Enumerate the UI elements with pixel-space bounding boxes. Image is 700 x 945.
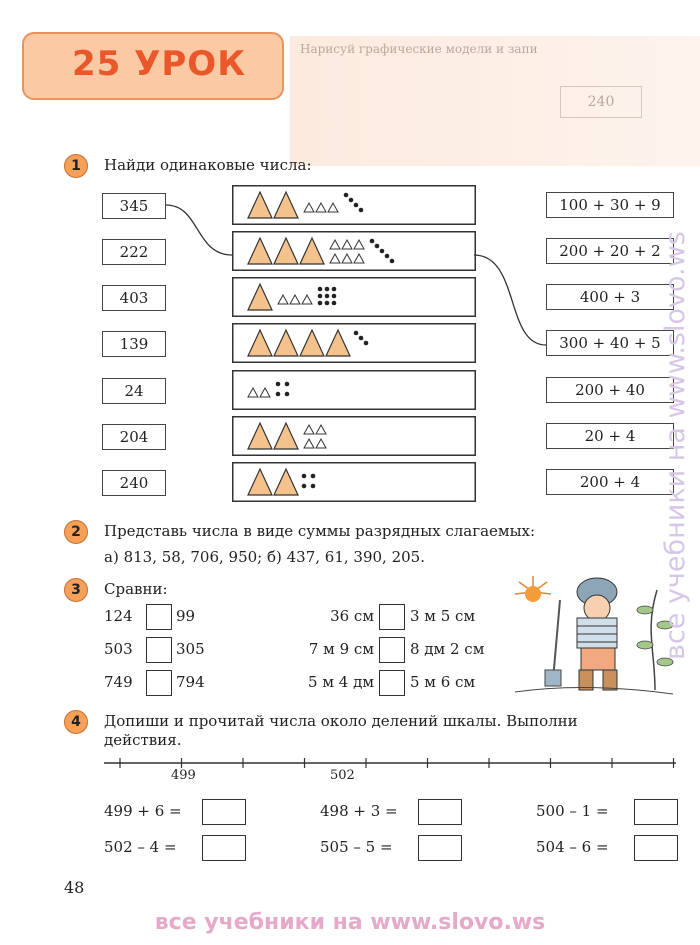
- compare-box[interactable]: [379, 604, 405, 630]
- expression-box: 300 + 40 + 5: [546, 330, 674, 356]
- task-2-instruction: Представь числа в виде суммы разрядных слагаемых:: [104, 522, 536, 540]
- compare-right-value: 99: [176, 607, 196, 625]
- exercise-expression: 505 – 5 =: [320, 838, 393, 856]
- exercise-expression: 500 – 1 =: [536, 802, 609, 820]
- exercise-expression: 499 + 6 =: [104, 802, 182, 820]
- exercise-expression: 504 – 6 =: [536, 838, 609, 856]
- compare-box[interactable]: [146, 604, 172, 630]
- compare-left-value: 503: [104, 640, 133, 658]
- task-3-instruction: Сравни:: [104, 580, 168, 598]
- page-number: 48: [64, 878, 85, 897]
- compare-box[interactable]: [379, 670, 405, 696]
- answer-box[interactable]: [634, 835, 678, 861]
- compare-right-value: 794: [176, 673, 205, 691]
- number-box: 345: [102, 193, 166, 219]
- answer-box[interactable]: [418, 835, 462, 861]
- number-box: 204: [102, 424, 166, 450]
- watermark-bottom: все учебники на www.slovo.ws: [154, 910, 546, 935]
- number-box: 403: [102, 285, 166, 311]
- scale-label-499: 499: [171, 768, 196, 783]
- compare-box[interactable]: [379, 637, 405, 663]
- expression-box: 100 + 30 + 9: [546, 192, 674, 218]
- number-box: 24: [102, 378, 166, 404]
- watermark-side: все учебники на www.slovo.ws: [660, 231, 691, 660]
- faded-top-text: Нарисуй графические модели и запи: [300, 42, 538, 56]
- task-2-numbers: а) 813, 58, 706, 950; б) 437, 61, 390, 205.: [104, 548, 425, 566]
- compare-left-value: 36 см: [330, 607, 374, 625]
- expression-box: 200 + 4: [546, 469, 674, 495]
- compare-left-value: 124: [104, 607, 133, 625]
- gardener-boy-illustration: [505, 570, 675, 700]
- exercise-expression: 498 + 3 =: [320, 802, 398, 820]
- compare-box[interactable]: [146, 670, 172, 696]
- match-line-345-expr: [474, 255, 546, 345]
- expression-box: 200 + 40: [546, 377, 674, 403]
- exercise-expression: 502 – 4 =: [104, 838, 177, 856]
- match-line-345: [166, 205, 232, 255]
- task-3-number: 3: [64, 578, 88, 602]
- compare-right-value: 3 м 5 см: [410, 607, 476, 625]
- expression-box: 20 + 4: [546, 423, 674, 449]
- compare-box[interactable]: [146, 637, 172, 663]
- number-box: 139: [102, 331, 166, 357]
- answer-box[interactable]: [418, 799, 462, 825]
- number-box: 240: [102, 470, 166, 496]
- compare-right-value: 305: [176, 640, 205, 658]
- task-2-number: 2: [64, 520, 88, 544]
- expression-box: 400 + 3: [546, 284, 674, 310]
- expression-box: 200 + 20 + 2: [546, 238, 674, 264]
- task-1-number: 1: [64, 154, 88, 178]
- faded-top-box: 240: [560, 86, 642, 118]
- task-4-instruction-line1: Допиши и прочитай числа около делений шкалы. Выполни: [104, 712, 578, 730]
- compare-left-value: 7 м 9 см: [308, 640, 374, 658]
- compare-right-value: 8 дм 2 см: [410, 640, 485, 658]
- task-4-number: 4: [64, 710, 88, 734]
- scale-label-502: 502: [330, 768, 355, 783]
- compare-left-value: 5 м 4 дм: [308, 673, 374, 691]
- task-4-instruction-line2: действия.: [104, 731, 182, 749]
- answer-box[interactable]: [202, 835, 246, 861]
- compare-right-value: 5 м 6 см: [410, 673, 476, 691]
- lesson-title: 25 УРОК: [72, 44, 246, 84]
- answer-box[interactable]: [634, 799, 678, 825]
- answer-box[interactable]: [202, 799, 246, 825]
- task-1-instruction: Найди одинаковые числа:: [104, 156, 312, 174]
- number-box: 222: [102, 239, 166, 265]
- compare-left-value: 749: [104, 673, 133, 691]
